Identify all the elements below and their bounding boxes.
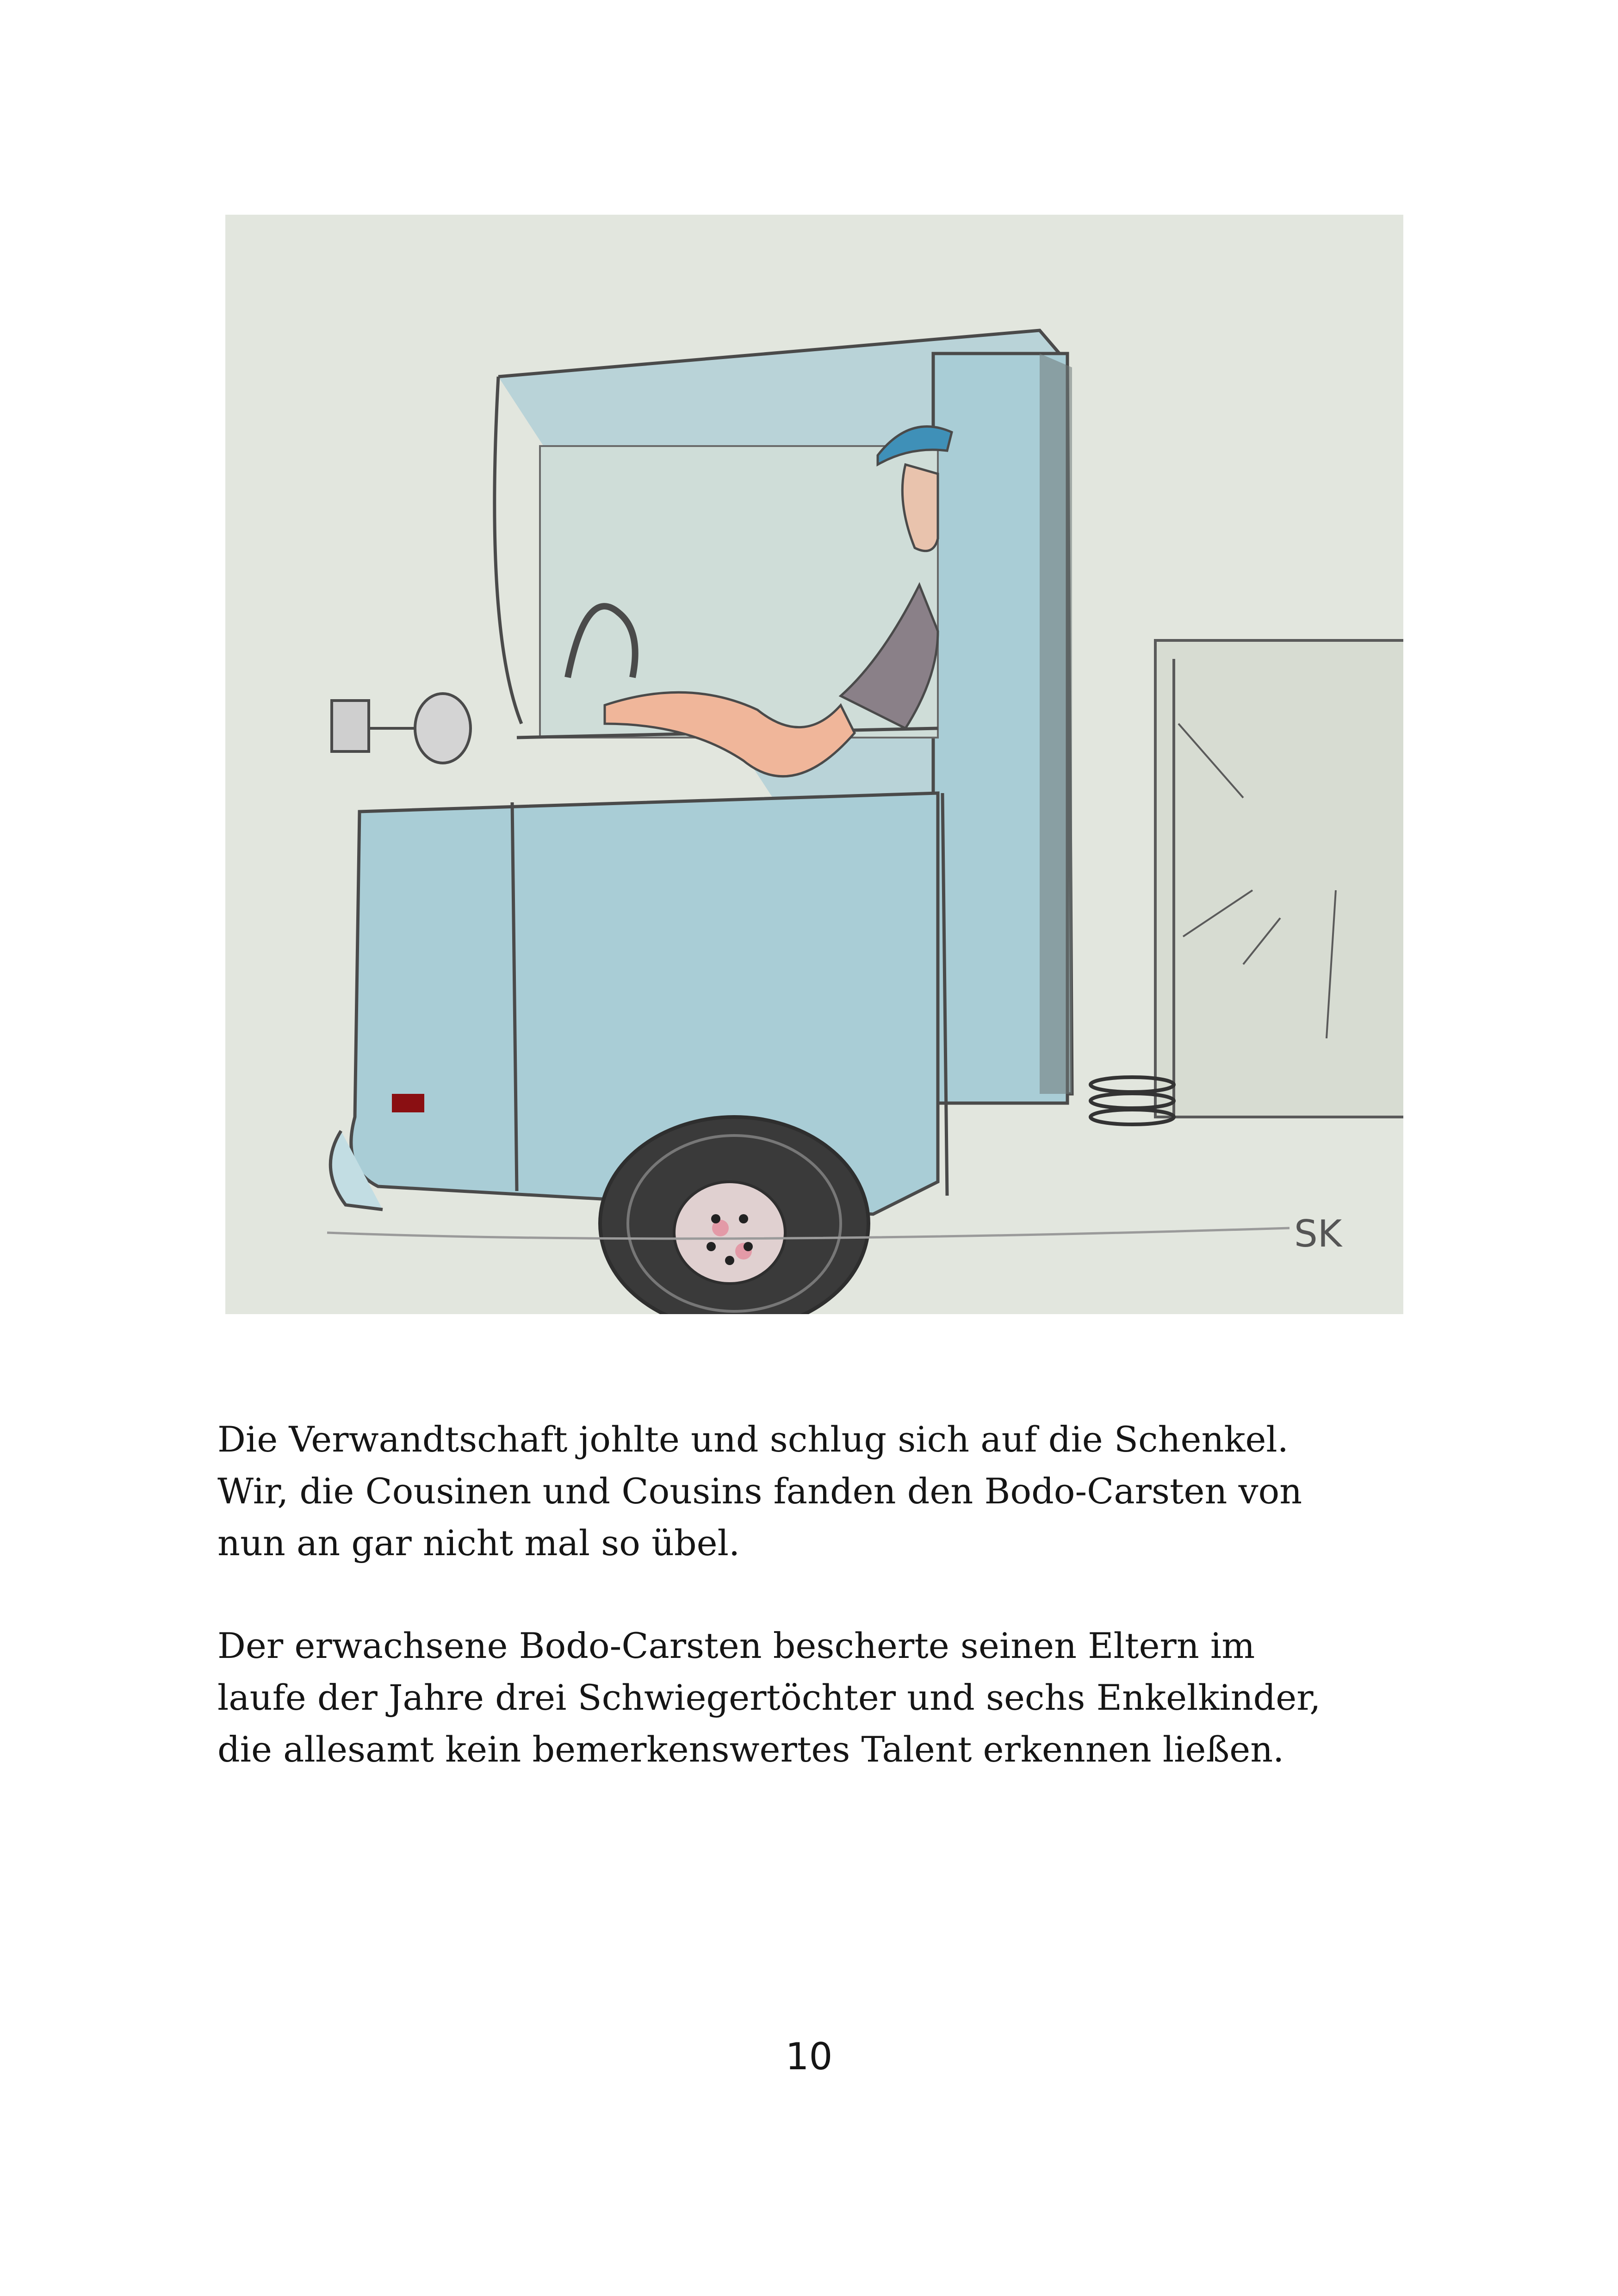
trailer	[1155, 640, 1403, 1117]
wheel	[600, 1117, 868, 1314]
story-text	[217, 1414, 1420, 1826]
paragraph-1	[217, 1414, 1420, 1569]
text-line: die allesamt kein bemerkenswertes Talent erkennen ließen.	[217, 1729, 1284, 1770]
text-line: Wir, die Cousinen und Cousins fanden den Bodo-Carsten von	[217, 1471, 1302, 1512]
text-line: nun an gar nicht mal so übel.	[217, 1522, 740, 1564]
paragraph-2	[217, 1620, 1420, 1775]
text-line: laufe der Jahre drei Schwiegertöchter und sechs Enkelkinder,	[217, 1677, 1321, 1718]
artist-signature: SK	[1294, 1212, 1342, 1255]
text-line: Der erwachsene Bodo-Carsten bescherte seinen Eltern im	[217, 1625, 1255, 1666]
text-line: Die Verwandtschaft johlte und schlug sich auf die Schenkel.	[217, 1419, 1289, 1460]
pencil-drawing	[225, 215, 1403, 1314]
page-number: 10	[785, 2035, 833, 2078]
truck-drawing-illustration	[225, 215, 1403, 1314]
